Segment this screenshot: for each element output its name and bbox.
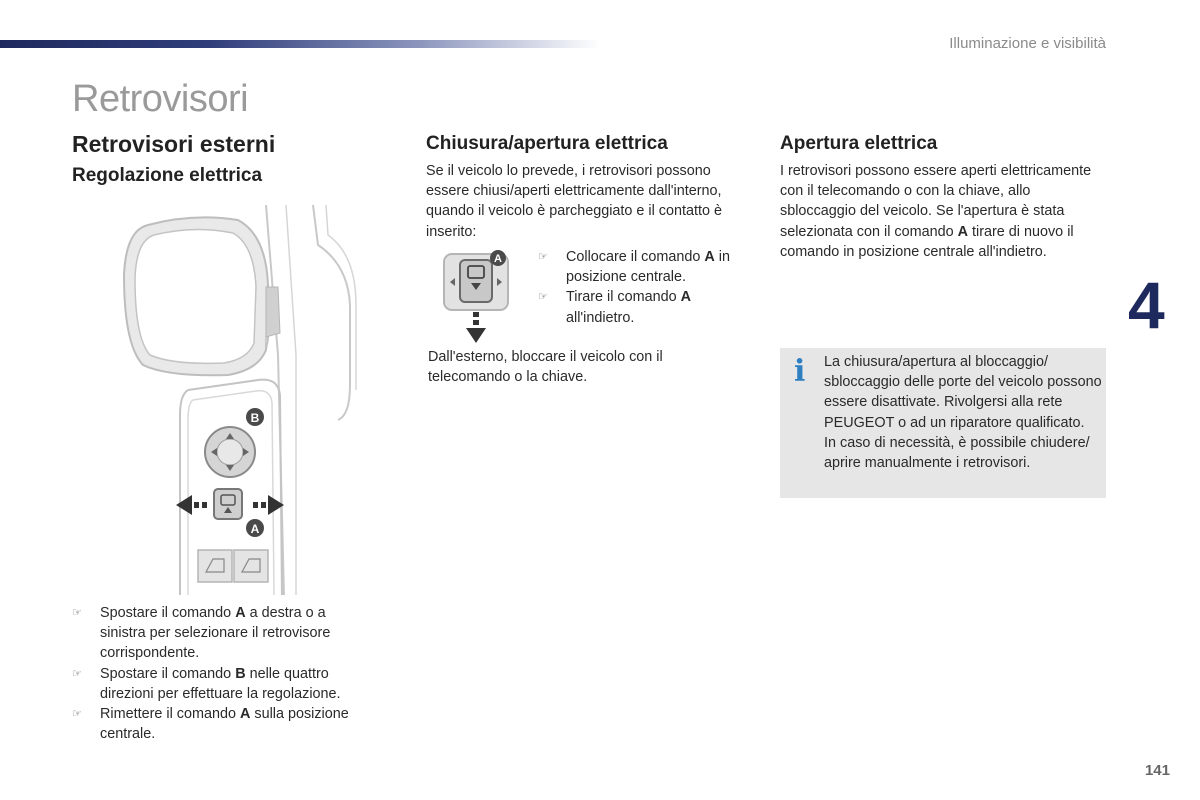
pointing-hand-icon: ☞ [538, 251, 548, 263]
fold-switch-illustration [440, 248, 520, 348]
control-a-label [246, 519, 264, 537]
mirror-housing-icon [124, 217, 270, 375]
section-label: Illuminazione e visibilità [949, 35, 1106, 52]
chiusura-steps [538, 247, 753, 328]
list-item: ☞ Spostare il comando A a destra o a sinistra per selezionare il retrovisore corrispondente. [72, 605, 331, 662]
control-panel-icon [180, 380, 282, 595]
list-item: ☞ Spostare il comando B nelle quattro direzioni per effettuare la regolazione. [72, 665, 341, 702]
list-item: ☞ Rimettere il comando A sulla posizione centrale. [72, 706, 349, 743]
pointing-hand-icon: ☞ [72, 667, 82, 680]
page-title: Retrovisori [72, 78, 249, 120]
page-number: 141 [1144, 762, 1170, 779]
control-b-label [246, 408, 264, 426]
info-text-2: In caso di necessità, è possibile chiudere/ aprire manualmente i retrovisori. [824, 434, 1090, 472]
heading-retrovisori-esterni: Retrovisori esterni [72, 131, 276, 157]
subheading-regolazione-elettrica: Regolazione elettrica [72, 165, 263, 186]
pointing-hand-icon: ☞ [72, 708, 82, 721]
chiusura-intro: Se il veicolo lo prevede, i retrovisori possono essere chiusi/aperti elettricamente dall'interno, quando il veicolo è parcheggiato e il contatto è inserito: [426, 163, 723, 240]
list-item: ☞ Collocare il comando A in posizione centrale. [538, 249, 730, 286]
info-icon: i [794, 354, 806, 389]
svg-text:A: A [250, 522, 260, 536]
heading-apertura-elettrica: Apertura elettrica [780, 133, 938, 154]
regolazione-steps [72, 603, 372, 744]
info-box [780, 348, 1106, 498]
pointing-hand-icon: ☞ [72, 607, 82, 619]
chapter-number: 4 [1128, 268, 1165, 342]
list-item: ☞ Tirare il comando A all'indietro. [538, 289, 692, 326]
svg-text:B: B [250, 411, 260, 425]
down-arrow-icon [466, 312, 486, 343]
pointing-hand-icon: ☞ [538, 291, 548, 304]
control-a-label [490, 250, 506, 266]
svg-text:A: A [494, 253, 502, 265]
chiusura-outro: Dall'esterno, bloccare il veicolo con il telecomando o la chiave. [428, 349, 663, 386]
mirror-control-illustration [118, 205, 368, 595]
header-gradient-bar [0, 40, 600, 48]
heading-chiusura-apertura: Chiusura/apertura elettrica [426, 133, 668, 154]
apertura-text: I retrovisori possono essere aperti elettricamente con il telecomando o con la chiave, allo sbloccaggio del veicolo. Se l'apertura è stata selezionata con il comando A tirare di nuovo il comando in posizione centrale all'indietro. [780, 163, 1092, 260]
info-text-1: La chiusura/apertura al bloccaggio/ sbloccaggio delle porte del veicolo possono essere disattivate. Rivolgersi alla rete PEUGEOT o ad un riparatore qualificato. [824, 354, 1102, 431]
